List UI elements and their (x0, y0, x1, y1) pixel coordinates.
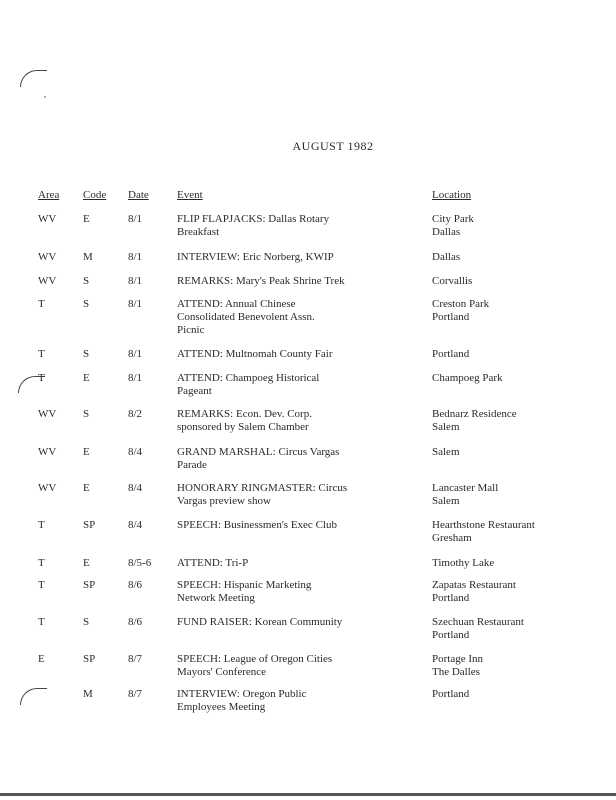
cell-event: INTERVIEW: Eric Norberg, KWIP (177, 251, 334, 263)
speck-mark (44, 96, 46, 98)
cell-event: HONORARY RINGMASTER: Circus Vargas preview show (177, 482, 348, 507)
header-event: Event (177, 189, 203, 201)
cell-event: ATTEND: Multnomah County Fair (177, 348, 333, 360)
cell-area: T (38, 557, 45, 569)
cell-code: E (83, 213, 90, 225)
cell-date: 8/1 (128, 372, 143, 384)
cell-code: E (83, 482, 90, 494)
cell-location: Szechuan Restaurant Portland (432, 616, 524, 641)
cell-location: Timothy Lake (432, 557, 495, 569)
hole-punch-mark-bottom (20, 688, 47, 705)
cell-area: T (38, 348, 45, 360)
cell-date: 8/4 (128, 519, 143, 531)
cell-location: Portland (432, 688, 470, 700)
cell-date: 8/4 (128, 482, 143, 494)
cell-event: REMARKS: Econ. Dev. Corp. sponsored by Salem Chamber (177, 408, 312, 433)
header-date: Date (128, 189, 149, 201)
cell-date: 8/4 (128, 446, 143, 458)
cell-code: S (83, 298, 90, 310)
cell-location: Hearthstone Restaurant Gresham (432, 519, 535, 544)
cell-area: WV (38, 408, 57, 420)
cell-area: WV (38, 251, 57, 263)
cell-area: T (38, 579, 45, 591)
cell-date: 8/1 (128, 348, 143, 360)
cell-date: 8/7 (128, 688, 143, 700)
cell-location: Bednarz Residence Salem (432, 408, 517, 433)
cell-location: Lancaster Mall Salem (432, 482, 499, 507)
header-location: Location (432, 189, 472, 201)
cell-code: S (83, 275, 90, 287)
cell-code: S (83, 408, 90, 420)
cell-location: City Park Dallas (432, 213, 474, 238)
cell-code: M (83, 688, 93, 700)
cell-area: T (38, 372, 45, 384)
cell-code: M (83, 251, 93, 263)
cell-event: ATTEND: Tri-P (177, 557, 249, 569)
cell-location: Corvallis (432, 275, 473, 287)
cell-code: S (83, 348, 90, 360)
cell-code: SP (83, 579, 96, 591)
cell-event: SPEECH: Businessmen's Exec Club (177, 519, 337, 531)
cell-area: WV (38, 275, 57, 287)
cell-location: Salem (432, 446, 460, 458)
cell-date: 8/1 (128, 298, 143, 310)
cell-area: T (38, 519, 45, 531)
cell-code: SP (83, 653, 96, 665)
cell-date: 8/1 (128, 251, 143, 263)
header-code: Code (83, 189, 107, 201)
cell-date: 8/1 (128, 213, 143, 225)
cell-event: INTERVIEW: Oregon Public Employees Meeting (177, 688, 307, 713)
cell-event: SPEECH: Hispanic Marketing Network Meeting (177, 579, 312, 604)
cell-date: 8/2 (128, 408, 143, 420)
cell-event: FLIP FLAPJACKS: Dallas Rotary Breakfast (177, 213, 330, 238)
cell-location: Portland (432, 348, 470, 360)
header-area: Area (38, 189, 60, 201)
cell-date: 8/6 (128, 579, 143, 591)
hole-punch-mark-top (20, 70, 47, 87)
cell-code: SP (83, 519, 96, 531)
cell-date: 8/6 (128, 616, 143, 628)
cell-event: GRAND MARSHAL: Circus Vargas Parade (177, 446, 340, 471)
cell-event: ATTEND: Champoeg Historical Pageant (177, 372, 320, 397)
cell-location: Creston Park Portland (432, 298, 490, 323)
cell-location: Dallas (432, 251, 461, 263)
cell-event: FUND RAISER: Korean Community (177, 616, 343, 628)
cell-area: T (38, 616, 45, 628)
cell-area: E (38, 653, 45, 665)
cell-area: WV (38, 213, 57, 225)
cell-location: Zapatas Restaurant Portland (432, 579, 516, 604)
cell-code: E (83, 372, 90, 384)
cell-location: Champoeg Park (432, 372, 503, 384)
cell-event: ATTEND: Annual Chinese Consolidated Benevolent Assn. Picnic (177, 298, 315, 336)
bottom-edge (0, 793, 616, 796)
cell-area: T (38, 298, 45, 310)
cell-code: E (83, 446, 90, 458)
cell-date: 8/1 (128, 275, 143, 287)
cell-event: SPEECH: League of Oregon Cities Mayors' Conference (177, 653, 333, 678)
cell-date: 8/5-6 (128, 557, 152, 569)
cell-event: REMARKS: Mary's Peak Shrine Trek (177, 275, 345, 287)
cell-area: WV (38, 446, 57, 458)
cell-area: WV (38, 482, 57, 494)
cell-code: S (83, 616, 90, 628)
cell-location: Portage Inn The Dalles (432, 653, 484, 678)
cell-code: E (83, 557, 90, 569)
page-title: AUGUST 1982 (292, 139, 374, 153)
cell-date: 8/7 (128, 653, 143, 665)
